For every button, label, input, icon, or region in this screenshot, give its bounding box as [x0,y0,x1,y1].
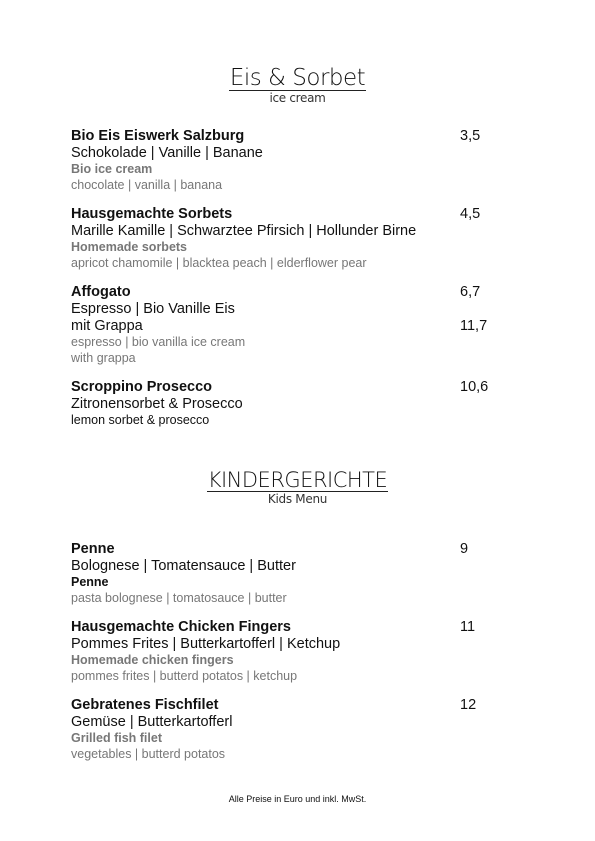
item-english-description: vegetables | butterd potatos [71,746,226,761]
item-price: 3,5 [460,128,481,144]
item-english-name: Bio ice cream [71,162,153,176]
item-description: Marille Kamille | Schwarztee Pfirsich | Hollunder Birne [71,223,417,239]
item-name: Hausgemachte Sorbets [71,206,233,222]
menu-item-penne [71,541,551,606]
item-description: Schokolade | Vanille | Banane [71,145,263,161]
item-english-name: Homemade sorbets [71,240,188,254]
item-english-description: pommes frites | butterd potatos | ketchup [71,668,298,683]
section-subtitle: ice cream [269,91,326,106]
item-description-option: mit Grappa [71,318,143,334]
item-english-description-option: with grappa [71,350,136,365]
item-english-description: lemon sorbet & prosecco [71,413,210,427]
item-english-name: Penne [71,575,109,589]
item-description: Bolognese | Tomatensauce | Butter [71,558,296,574]
item-name: Scroppino Prosecco [71,379,213,395]
item-price: 4,5 [460,206,481,222]
item-price: 6,7 [460,284,481,300]
item-name: Penne [71,541,115,557]
item-name: Affogato [71,284,131,300]
item-description: Pommes Frites | Butterkartofferl | Ketchup [71,636,341,652]
item-name: Hausgemachte Chicken Fingers [71,619,291,635]
item-price: 9 [460,541,469,557]
item-price: 11 [460,619,476,635]
section-title: Eis & Sorbet [229,65,366,91]
price-footnote: Alle Preise in Euro und inkl. MwSt. [228,794,367,804]
item-description: Gemüse | Butterkartofferl [71,714,233,730]
item-english-description: apricot chamomile | blacktea peach | elderflower pear [71,255,367,270]
item-name: Gebratenes Fischfilet [71,697,219,713]
section-subtitle: Kids Menu [267,492,328,507]
item-english-description: chocolate | vanilla | banana [71,177,223,192]
item-english-name: Grilled fish filet [71,731,162,745]
item-description: Zitronensorbet & Prosecco [71,396,243,412]
item-price: 10,6 [460,379,489,395]
item-english-description: espresso | bio vanilla ice cream [71,335,246,349]
menu-item-fischfilet [71,697,551,762]
item-name: Bio Eis Eiswerk Salzburg [71,128,245,144]
item-description: Espresso | Bio Vanille Eis [71,301,235,317]
section-header-ice-cream [0,66,595,105]
item-english-name: Homemade chicken fingers [71,653,234,667]
menu-item-chicken-fingers [71,619,551,684]
item-price: 12 [460,697,477,713]
item-english-description: pasta bolognese | tomatosauce | butter [71,590,287,605]
item-price-option: 11,7 [460,318,488,334]
section-title: KINDERGERICHTE [207,468,388,492]
section-header-kids-menu [0,469,595,506]
